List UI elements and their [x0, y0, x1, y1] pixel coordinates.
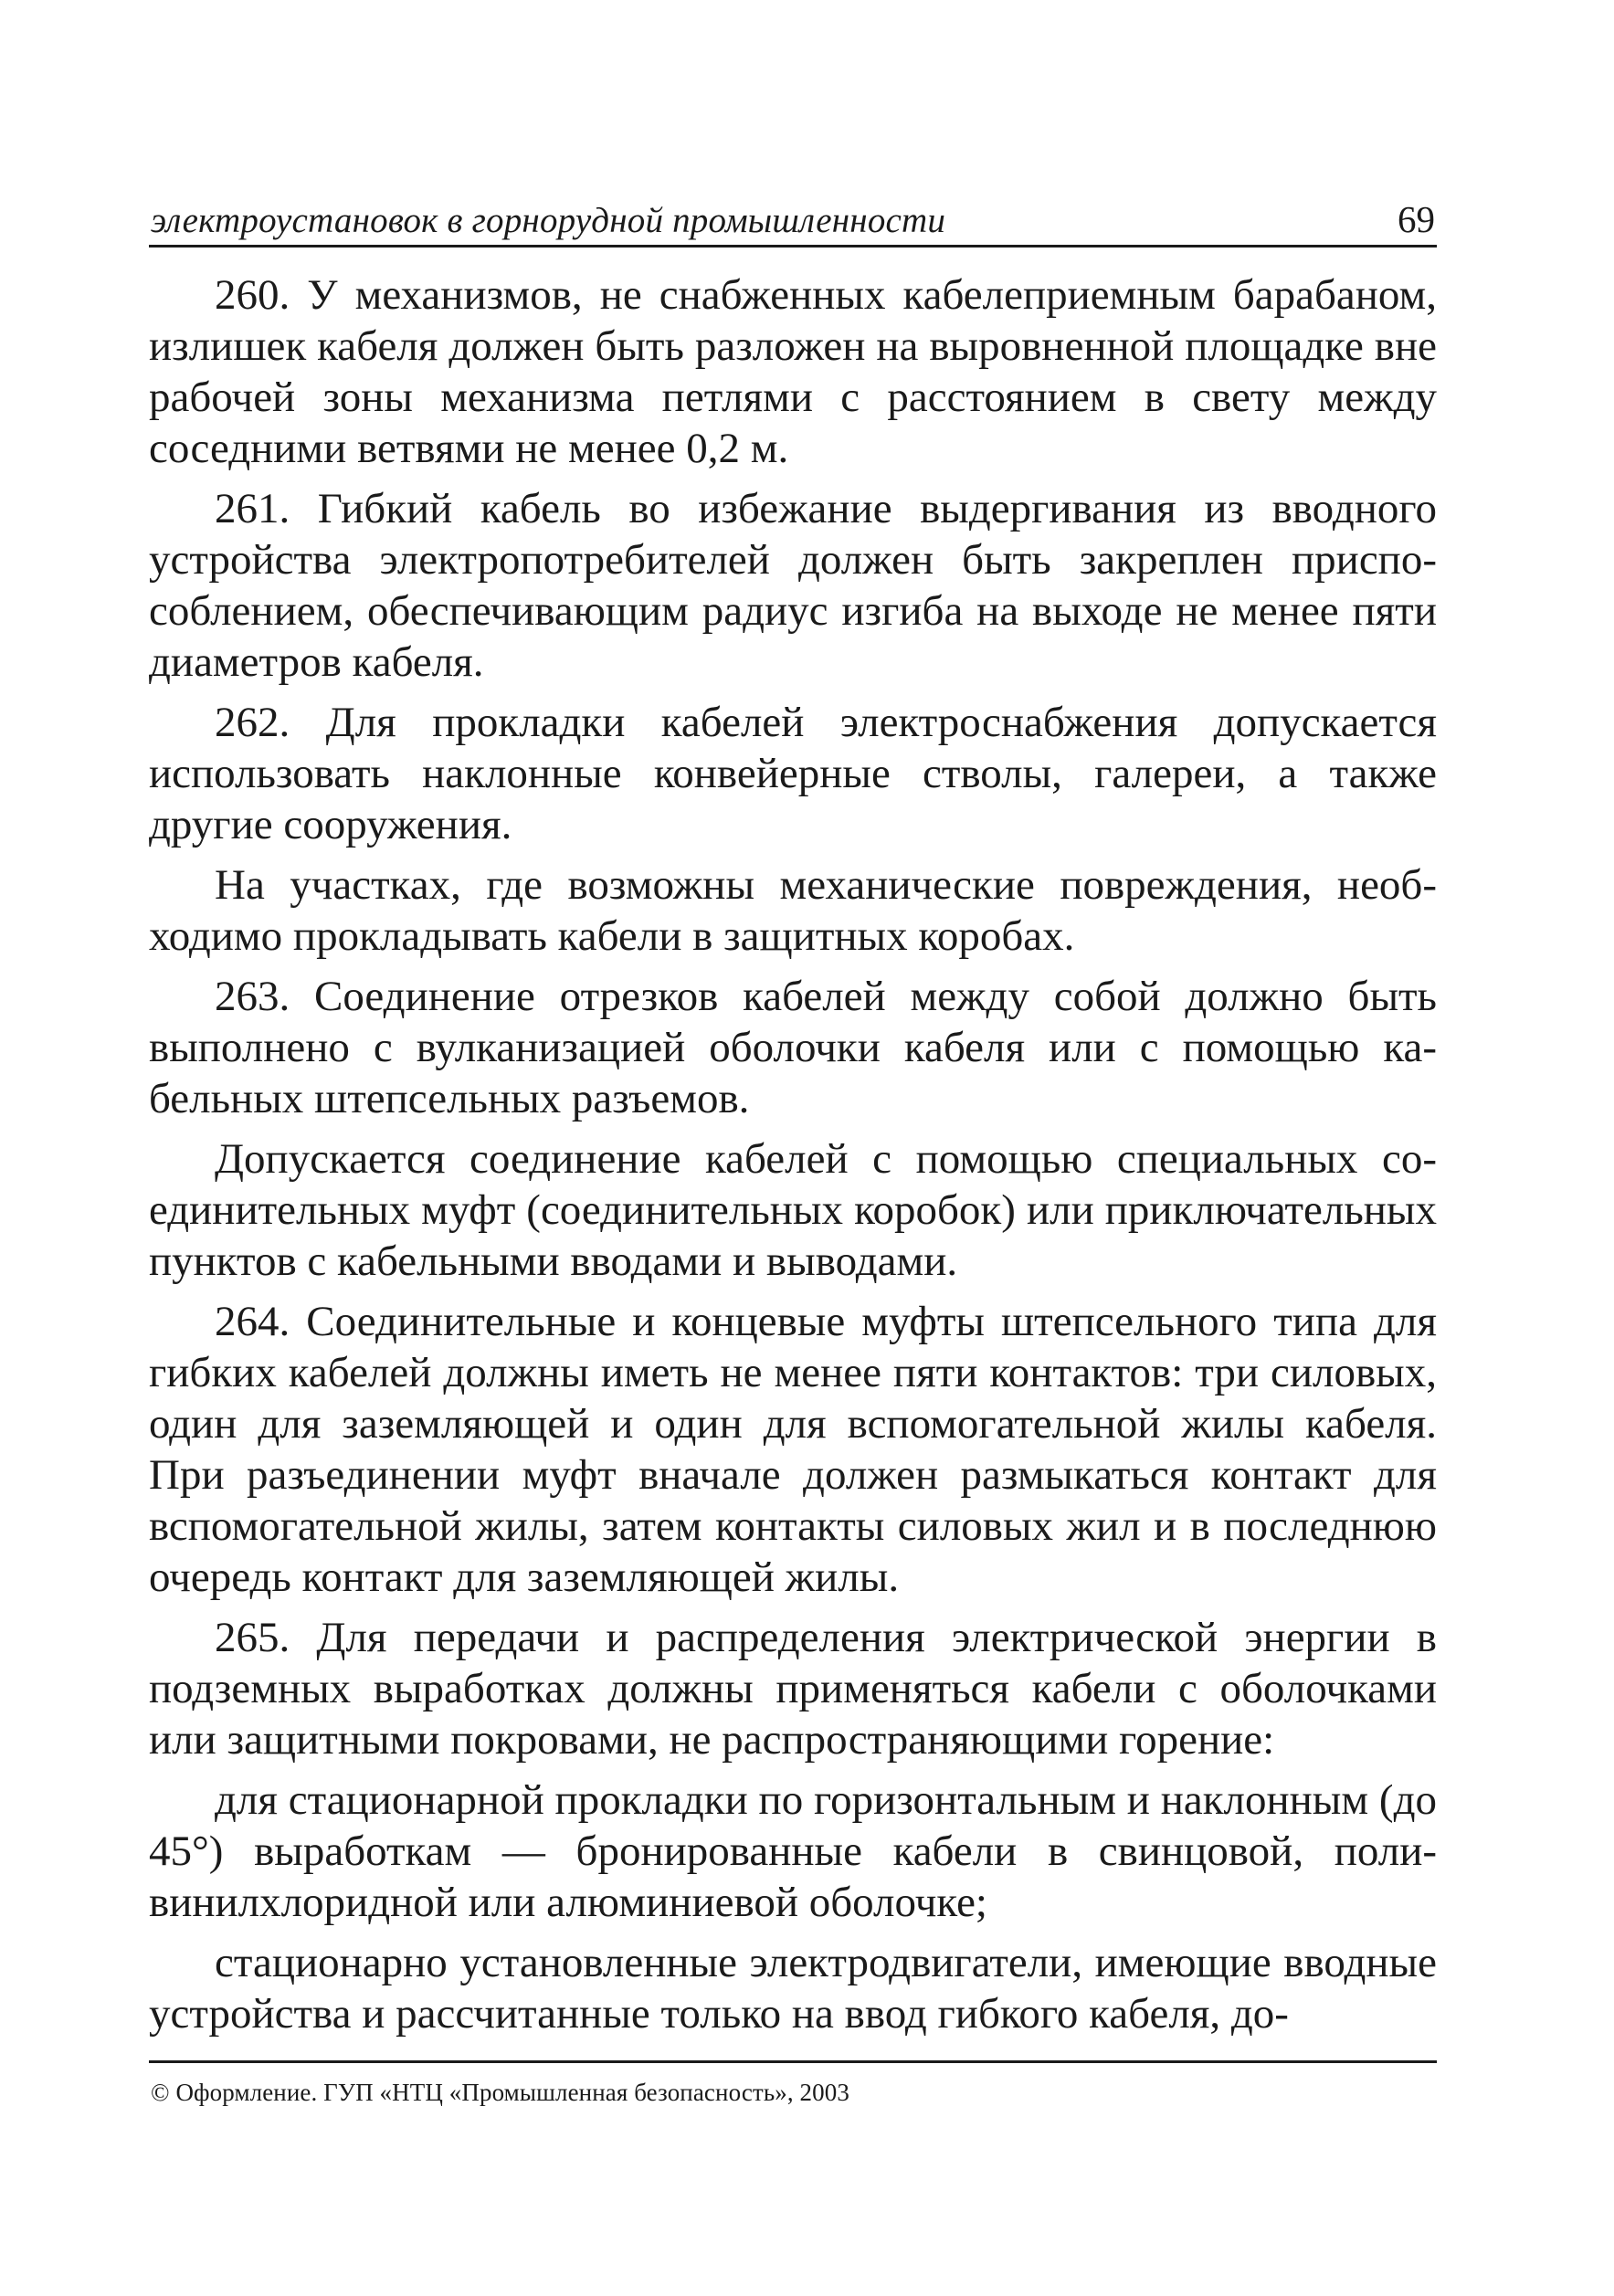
footer-divider [149, 2060, 1437, 2063]
paragraph-265-item-motors: стационарно установленные электродвигатели, имеющие вводные устройства и рассчитанные только на ввод гибкого кабеля, до- [149, 1939, 1437, 2038]
running-title: электроустановок в горнорудной промышленности [151, 201, 946, 240]
body-text [149, 269, 1437, 2039]
paragraph-262-note: На участках, где возможны механические повреждения, необходимо прокладывать кабели в защитных коробах. [149, 861, 1437, 960]
running-header [149, 192, 1437, 248]
document-page [149, 192, 1437, 2155]
page-number: 69 [1398, 198, 1435, 240]
paragraph-261: 261. Гибкий кабель во избежание выдергивания из вводного устройства электропотребителей должен быть закреплен приспособлением, обеспечивающим радиус изгиба на выходе не менее пяти диаметров кабеля. [149, 485, 1437, 686]
paragraph-263-note: Допускается соединение кабелей с помощью специальных соединительных муфт (соединительных коробок) или приключательных пунктов с кабельными вводами и выводами. [149, 1135, 1437, 1285]
footer-copyright: © Оформление. ГУП «НТЦ «Промышленная безопасность», 2003 [151, 2079, 849, 2106]
paragraph-262: 262. Для прокладки кабелей электроснабжения допускается использовать наклонные конвейерные стволы, галереи, а также другие сооружения. [149, 699, 1437, 848]
paragraph-263: 263. Соединение отрезков кабелей между собой должно быть выполнено с вулканизацией оболочки кабеля или с помощью кабельных штепсельных разъемов. [149, 973, 1437, 1122]
paragraph-264: 264. Соединительные и концевые муфты штепсельного типа для гибких кабелей должны иметь не менее пяти контактов: три силовых, один для заземляющей и один для вспомогательной жилы кабеля. При разъединении муфт вначале должен размыкаться контакт для вспомогательной жилы, затем контакты силовых жил и в последнюю очередь контакт для заземляющей жилы. [149, 1298, 1437, 1601]
paragraph-265: 265. Для передачи и распределения электрической энергии в подземных выработках должны применяться кабели с оболочками или защитными покровами, не распространяющими горение: [149, 1614, 1437, 1764]
paragraph-260: 260. У механизмов, не снабженных кабелеприемным барабаном, излишек кабеля должен быть разложен на выровненной площадке вне рабочей зоны механизма петлями с расстоянием в свету между соседними ветвями не менее 0,2 м. [149, 271, 1437, 472]
paragraph-265-item-stationary: для стационарной прокладки по горизонтальным и наклонным (до 45°) выработкам — бронированные кабели в свинцовой, поливинилхлоридной или алюминиевой оболочке; [149, 1776, 1437, 1926]
